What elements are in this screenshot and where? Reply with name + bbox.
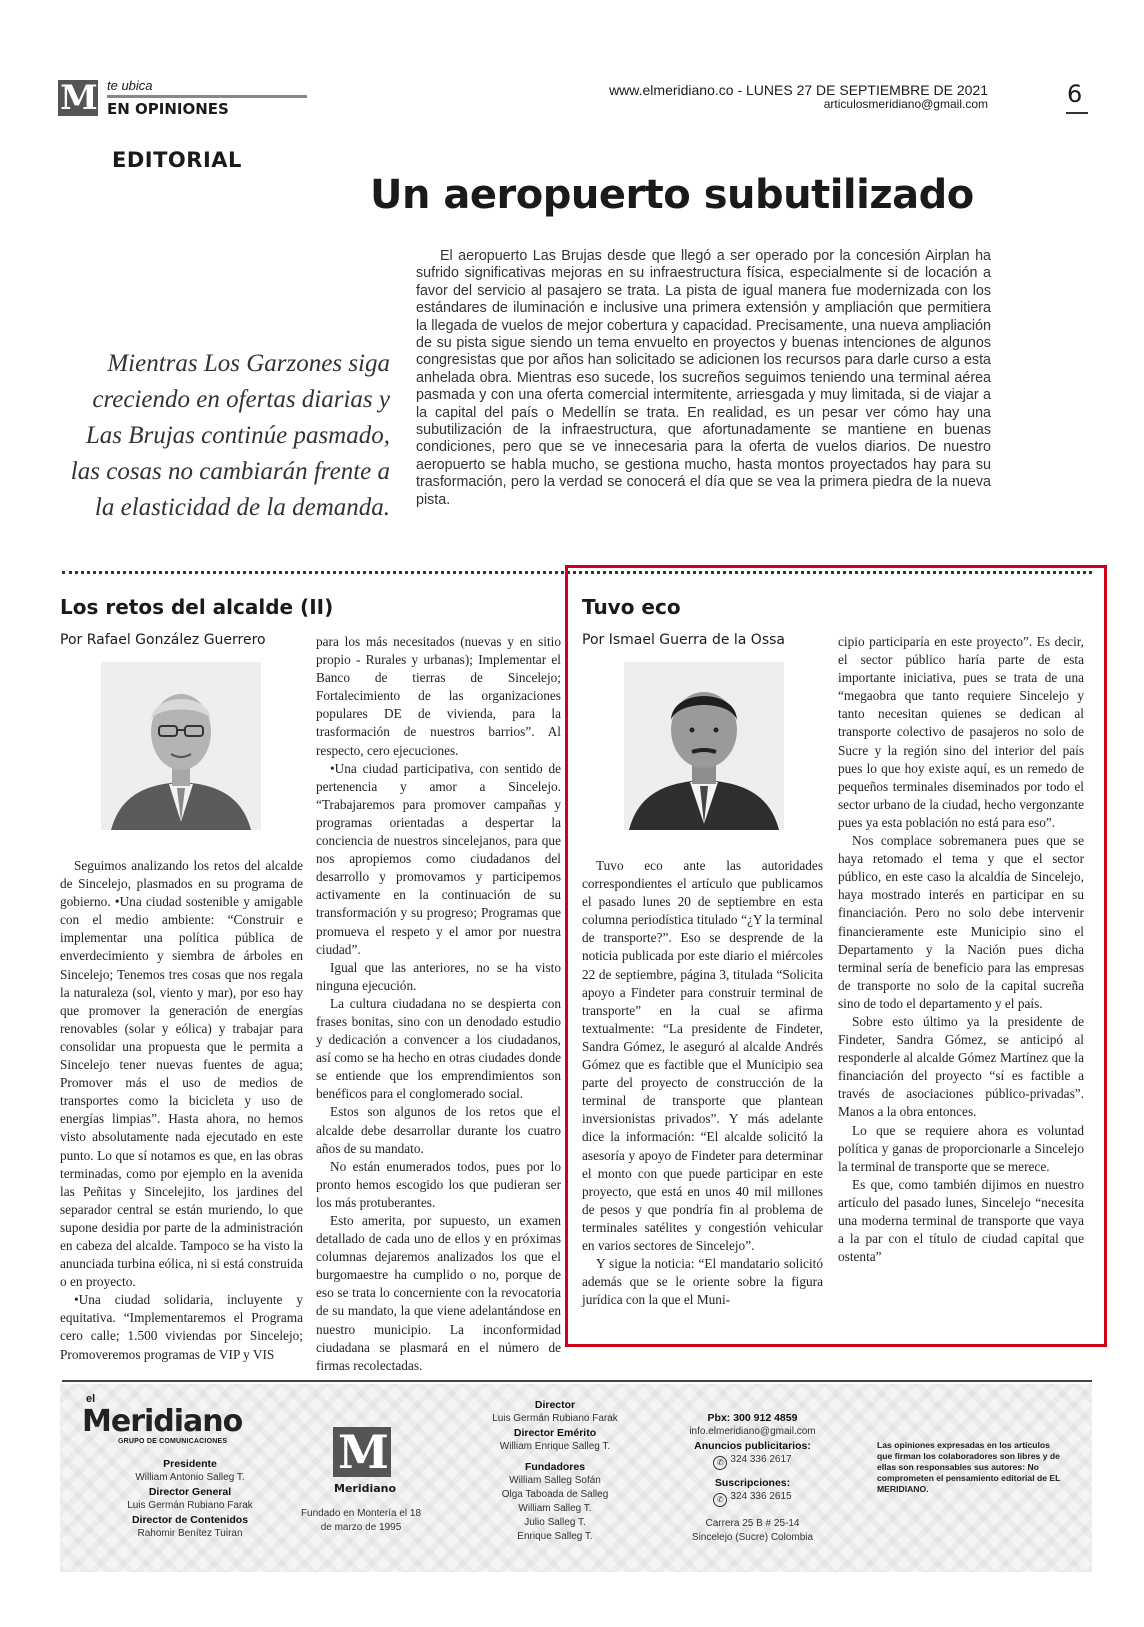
brand-name: Meridiano — [82, 1404, 243, 1439]
contact-email[interactable]: info.elmeridiano@gmail.com — [689, 1426, 816, 1437]
footer-logo: M — [333, 1427, 391, 1477]
footer-logo-name: Meridiano — [334, 1482, 397, 1495]
paragraph: No están enumerados todos, pues por lo pronto hemos escogido los que pudieran ser los más protuberantes. — [316, 1158, 561, 1210]
highlight-box — [565, 565, 1107, 1347]
fundador-name: Enrique Salleg T. — [517, 1531, 593, 1542]
staff-role: Presidente — [163, 1458, 217, 1470]
fundador-name: Olga Taboada de Salleg — [501, 1489, 609, 1500]
paragraph: Sobre esto último ya la presidente de Findeter, Sandra Gómez, se anticipó al responderle al alcalde Gómez Martínez que la financiación del proyecto “sí es factible a través de asociaciones público-privadas”. Manos a la obra entonces. — [838, 1013, 1084, 1120]
paragraph: Tuvo eco ante las autoridades correspondientes el artículo que publicamos el pasado lunes 20 de septiembre en esta columna periodística titulado “¿Y la terminal de transporte?”. Eso se desprende de la noticia publicada por este diario el miércoles 22 de septiembre, página 3, titulada “Solicita apoyo a Findeter para construir terminal de transporte” en la cual se afirma textualmente: “La presidente de Findeter, Sandra Gómez, le aseguró al alcalde Andrés Gómez que es factible que el Municipio sea parte del proyecto de construcción de la terminal de transporte que plantean inversionistas privados”. Y más adelante dice la información: “El alcalde solicitó la asesoría y apoyo de Findeter para determinar el monto con que puede participar en este proyecto, que está en unos 40 mil millones de pesos y que pondría fin al problema de terminales satélites y congestión vehicular en varios sectores de Sincelejo”. — [582, 858, 823, 1253]
paragraph: •Una ciudad participativa, con sentido de pertenencia y amor a Sincelejo. “Trabajaremos para promover campañas y programas orientadas a despertar la conciencia de nuestros sincelejanos, para que nos apropiemos como ciudadanos del desarrollo y promovamos y participemos activamente en la continuación de su transformación y su progreso; Programas que promueva el respeto y el amor por nuestra ciudad”. — [316, 760, 561, 957]
editorial-label: EDITORIAL — [112, 148, 242, 172]
paragraph: •Una ciudad solidaria, incluyente y equitativa. “Implementaremos el Programa cero calle; 1.500 viviendas por Sincelejo; Promoveremos programas de VIP y VIS — [60, 1292, 303, 1362]
author-photo-retos — [101, 662, 261, 830]
retos-column-title: Los retos del alcalde (II) — [60, 595, 334, 619]
paragraph: Nos complace sobremanera pues que se haya retomado el tema y que el sector público, en este caso la alcaldía de Sincelejo, haya mostrado interés en participar en su financiación. Pero no solo debe intervenir financieramente este Municipio sino el Departamento y la Nación pues dicha terminal sería de beneficio para las empresas de transporte no solo de la capital sucreña sino de todo el departamento y el país. — [838, 833, 1084, 1011]
subscriptions-phone-row — [660, 1490, 845, 1507]
ads-phone-row — [660, 1453, 845, 1470]
paragraph: La cultura ciudadana no se despierta con frases bonitas, sino con un denodado estudio y dedicación a convencer a los ciudadanos, así como se ha hecho en otras ciudades donde se entiende que los emprendimientos son benéficos para el conglomerado social. — [316, 995, 561, 1102]
footer-staff-column — [70, 1457, 310, 1541]
eco-column-title: Tuvo eco — [582, 595, 681, 619]
footer-disclaimer: Las opiniones expresadas en los artículos que firman los colaboradores son libres y de ellas son responsables sus autores: No comprometen el pensamiento editorial de EL MERIDIANO. — [877, 1440, 1061, 1494]
address-line: Sincelejo (Sucre) Colombia — [691, 1532, 814, 1543]
section-name: EN OPINIONES — [107, 100, 229, 118]
paragraph: Estos son algunos de los retos que el alcalde debe desarrollar durante los cuatro años de su mandato. — [316, 1104, 561, 1156]
fundador-name: Julio Salleg T. — [524, 1517, 586, 1528]
paragraph: para los más necesitados (nuevas y en sitio propio - Rurales y urbanas); Implementar el Banco de tierras de Sincelejo; Fortalecimiento de las organizaciones populares DE de vivienda, para la trasformación de nuestros barrios”. Al respecto, cero ejecuciones. — [316, 634, 561, 758]
fundador-name: William Salleg T. — [518, 1503, 592, 1514]
director-label: Director — [534, 1399, 576, 1411]
meridiano-logo: M — [58, 80, 98, 116]
brand-el: el — [86, 1393, 96, 1405]
paragraph: Esto amerita, por supuesto, un examen detallado de cada uno de ellos y en próximas columnas dejaremos analizados los que el burgomaestre ha cumplido o no, porque de eso se trata lo concerniente con la revocatoria de su mandato, la que viene adelantándose en nuestro municipio. La inconformidad ciudadana se plasmará en el número de firmas recolectadas. — [316, 1213, 561, 1373]
page-number: 6 — [1067, 80, 1083, 108]
header-date-line: www.elmeridiano.co - LUNES 27 DE SEPTIEMBRE DE 2021 — [609, 82, 988, 98]
director-name: Luis Germán Rubiano Farak — [492, 1413, 618, 1424]
staff-name: William Antonio Salleg T. — [135, 1472, 245, 1483]
staff-name: Rahomir Benítez Tuiran — [137, 1528, 243, 1539]
founded-note: Fundado en Montería el 18 de marzo de 1995 — [300, 1508, 422, 1533]
fundador-name: William Salleg Sofán — [509, 1475, 601, 1486]
eco-byline: Por Ismael Guerra de la Ossa — [582, 632, 785, 648]
paragraph: Lo que se requiere ahora es voluntad política y ganas de proporcionarle a Sincelejo la terminal de transporte que se merece. — [838, 1122, 1084, 1174]
retos-column-2 — [316, 633, 561, 1375]
subscriptions-label: Suscripciones: — [714, 1477, 791, 1489]
emerito-name: William Enrique Salleg T. — [499, 1441, 611, 1452]
paragraph: Seguimos analizando los retos del alcalde de Sincelejo, plasmados en su programa de gobierno. •Una ciudad sostenible y amigable con el medio ambiente: “Construir e implementar una política pública de enverdecimiento y siembra de árboles en Sincelejo; Tenemos tres cosas que nos regala la naturaleza (sol, viento y mar), por eso hay que promover la generación de energías renovables (solar y eólica) y trabajar para consolidar una propuesta que le permita a Sincelejo tener nuevas fuentes de agua; Promover más el uso de medios de transportes como la bicicleta y uso de energías limpias”. Hasta ahora, no hemos visto absolutamente nada ejecutado en este punto. Lo que sí notamos es que, en las obras terminadas, como por ejemplo en la avenida las Peñitas y Sincelejito, los jardines del separador central se están muriendo, lo que supone desidia por parte de la administración en cabeza del alcalde. Tampoco se ha visto la anunciada turbina eólica, ni si está construida o en proyecto. — [60, 858, 303, 1290]
ads-phone[interactable]: 324 336 2617 — [730, 1454, 792, 1465]
paragraph: Y sigue la noticia: “El mandatario solicitó además que se le oriente sobre la figura jurídica con la que el Muni- — [582, 1256, 823, 1308]
footer-directors-column — [470, 1398, 640, 1544]
footer-contact-column — [660, 1411, 845, 1545]
retos-column-1 — [60, 857, 303, 1364]
editorial-body: El aeropuerto Las Brujas desde que llegó a ser operado por la concesión Airplan ha sufrido significativas mejoras en su infraestructura física, especialmente si de locación a favor del servicio al pasajero se trata. La pista de igual manera fue modernizada con los estándares de iluminación e inclusive una primera extensión y ampliación que permitiera la llegada de vuelos de mejor cobertura y capacidad. Precisamente, una nueva ampliación de su pista sigue siendo un tema envuelto en proyectos y buenas intenciones de algunos congresistas que por años han solicitado se adicionen los recursos para darle curso a esta anhelada obra. Mientras eso sucede, los sucreños seguimos teniendo una terminal aérea pasmada y con una oferta comercial intermitente, arriesgada y muy limitada, si de viajar a la capital del país o Medellín se trata. En realidad, es un pesar ver cómo hay una subutilización de la infraestructura, que afortunadamente se mantiene en buenas condiciones, pero que se ve innecesaria para la oferta de vuelos diarios. De nuestro aeropuerto se habla mucho, se gestiona mucho, hasta montos proyectados hay para su trasformación, pero la verdad se conocerá el día que se vea la primera piedra de la nueva pista. — [416, 248, 991, 508]
fundadores-label: Fundadores — [524, 1461, 586, 1473]
paragraph: Es que, como también dijimos en nuestro artículo del pasado lunes, Sincelejo “necesita una moderna terminal de transporte que vaya a la par con el título de ciudad capital que ostenta” — [838, 1176, 1084, 1265]
whatsapp-icon: ✆ — [713, 1493, 727, 1507]
whatsapp-icon: ✆ — [713, 1456, 727, 1470]
ads-label: Anuncios publicitarios: — [694, 1440, 811, 1452]
pbx-phone: Pbx: 300 912 4859 — [707, 1412, 798, 1424]
address-line: Carrera 25 B # 25-14 — [705, 1518, 800, 1529]
subscriptions-phone[interactable]: 324 336 2615 — [730, 1491, 792, 1502]
retos-byline: Por Rafael González Guerrero — [60, 632, 266, 648]
editorial-pullquote: Mientras Los Garzones siga creciendo en ofertas diarias y Las Brujas continúe pasmado, las cosas no cambiarán frente a la elasticidad de la demanda. — [70, 350, 390, 521]
author-portrait-icon — [101, 662, 261, 830]
section-rule — [107, 95, 307, 98]
editorial-headline: Un aeropuerto subutilizado — [370, 172, 974, 218]
staff-role: Director General — [148, 1486, 232, 1498]
footer-rule — [62, 1380, 1092, 1382]
paragraph: Igual que las anteriores, no se ha visto ninguna ejecución. — [316, 959, 561, 993]
paragraph: cipio participaría en este proyecto”. Es decir, el sector público haría parte de esta importante iniciativa, pues se trata de una “megaobra que tanto requiere Sincelejo y tanto necesitan quienes se dedican al transporte colectivo de pasajeros no solo de Sucre y la región sino del interior del país pues lo que hoy existe aquí, es un remedo de pequeños terminales diseminados por todo el sector urbano de la ciudad, hecho vergonzante pues ya esta población no está para eso”. — [838, 634, 1085, 830]
emerito-label: Director Emérito — [513, 1427, 597, 1439]
page-number-rule — [1066, 112, 1088, 114]
section-tagline: te ubica — [107, 78, 153, 93]
staff-name: Luis Germán Rubiano Farak — [127, 1500, 253, 1511]
staff-role: Director de Contenidos — [131, 1514, 249, 1526]
brand-tagline: GRUPO DE COMUNICACIONES — [118, 1438, 228, 1445]
header-email: articulosmeridiano@gmail.com — [823, 97, 988, 111]
